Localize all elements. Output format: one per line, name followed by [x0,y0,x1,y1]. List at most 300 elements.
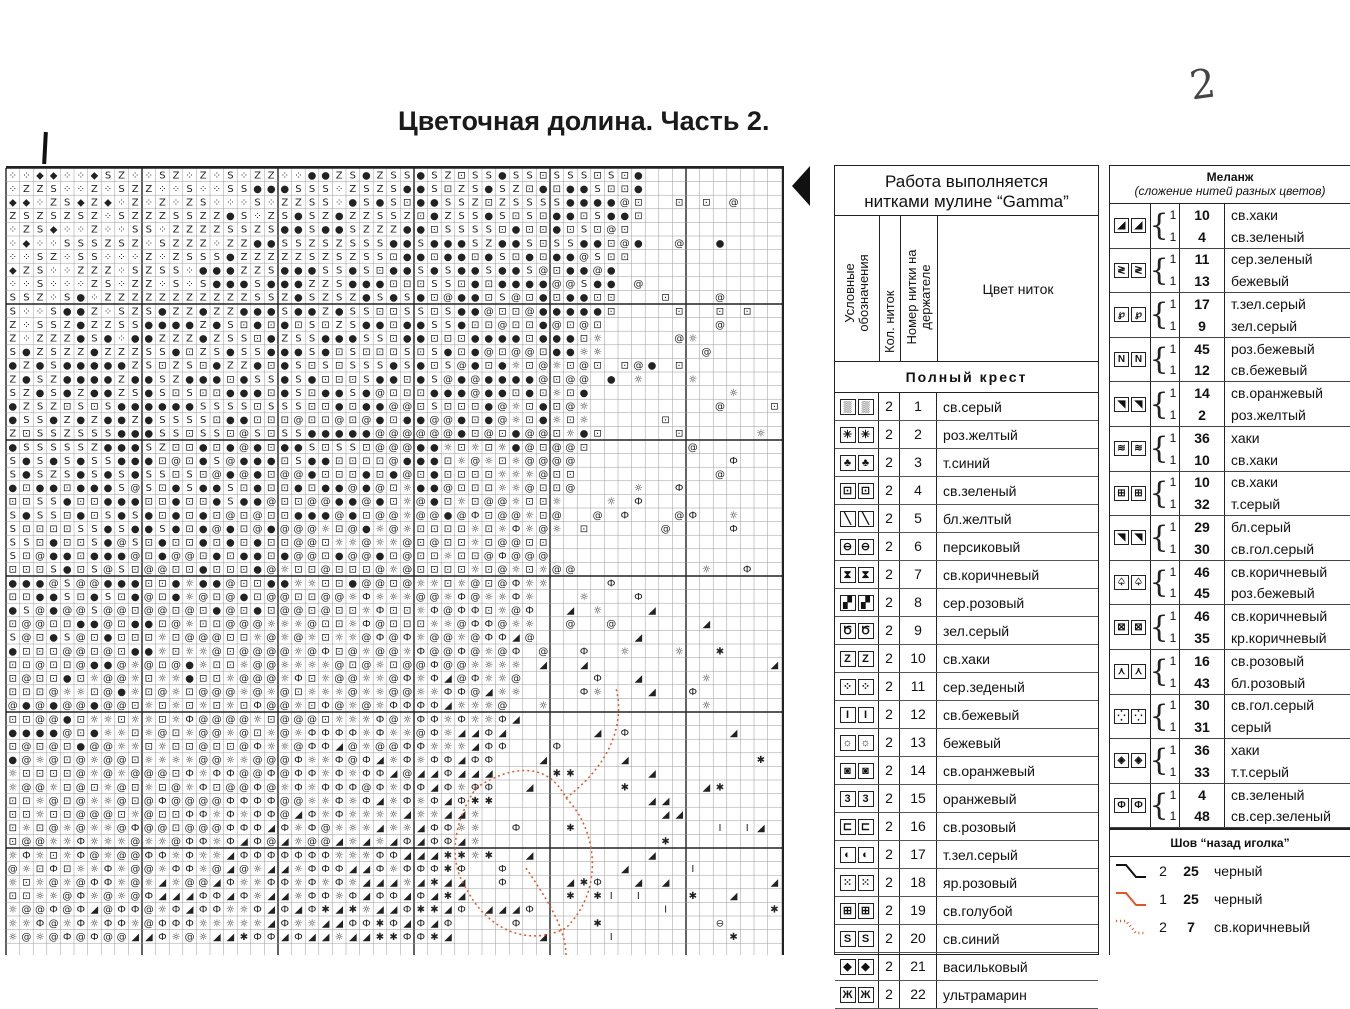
svg-text:⊡: ⊡ [607,183,616,195]
svg-text:Z: Z [158,197,166,209]
melange-counts [1167,293,1180,337]
svg-text:●: ● [321,483,330,495]
svg-text:☼: ☼ [389,564,399,576]
svg-text:@: @ [62,891,73,903]
svg-text:S: S [118,564,125,576]
melange-row [1110,739,1350,784]
svg-text:⊡: ⊡ [185,537,194,549]
melange-count: 1 [1169,698,1177,713]
svg-text:●: ● [266,455,276,467]
svg-text:Ф: Ф [334,782,344,794]
svg-text:⊡: ⊡ [770,401,779,413]
svg-text:☼: ☼ [470,836,480,848]
svg-text:Ф: Ф [430,727,439,739]
svg-text:Ф: Ф [511,646,521,658]
svg-text:●: ● [117,455,126,467]
svg-text:◆: ◆ [8,265,17,277]
legend-count: 2 [879,505,900,532]
svg-text:Z: Z [254,251,262,263]
svg-text:☼: ☼ [484,591,494,603]
svg-text:☼: ☼ [457,578,467,590]
svg-text:S: S [159,469,166,481]
svg-text:Ф: Ф [375,891,385,903]
svg-text:@: @ [157,727,168,739]
svg-text:●: ● [416,251,426,263]
svg-text:@: @ [402,768,413,780]
svg-text:S: S [50,387,57,399]
svg-text:@: @ [334,510,345,522]
svg-text:☼: ☼ [361,673,371,685]
svg-text:@: @ [347,673,358,685]
svg-text:◢: ◢ [267,863,276,875]
svg-text:◢: ◢ [280,891,289,903]
svg-text:⊡: ⊡ [90,496,99,508]
svg-text:S: S [159,170,166,182]
svg-text:◢: ◢ [648,687,656,699]
svg-text:●: ● [212,605,222,617]
svg-text:Ф: Ф [307,768,317,780]
melange-numbers [1180,472,1225,516]
svg-text:@: @ [116,673,127,685]
svg-text:S: S [376,292,384,304]
svg-text:Ф: Ф [90,931,99,943]
svg-text:@: @ [75,782,86,794]
svg-text:S: S [227,319,234,331]
backstitch-count: 2 [1159,863,1167,880]
svg-text:●: ● [579,238,589,250]
svg-text:Ф: Ф [158,918,167,930]
svg-text:☼: ☼ [307,795,317,807]
svg-text:⊡: ⊡ [76,537,85,549]
svg-text:S: S [417,265,424,277]
svg-text:●: ● [280,442,290,454]
svg-text:Z: Z [403,211,411,223]
svg-text:Ф: Ф [389,850,398,862]
legend-number: 3 [900,449,937,476]
svg-text:●: ● [470,347,480,359]
svg-text:S: S [295,360,302,372]
svg-text:Z: Z [36,292,44,304]
svg-text:@: @ [48,741,59,753]
svg-text:Z: Z [254,224,262,236]
legend-row [835,449,1098,477]
svg-text:Z: Z [158,333,166,345]
svg-text:⁘: ⁘ [239,170,249,182]
svg-text:S: S [567,170,574,182]
svg-text:S: S [50,428,57,440]
svg-text:Z: Z [240,292,248,304]
melange-counts [1167,472,1180,516]
svg-text:☼: ☼ [212,836,222,848]
svg-text:⊡: ⊡ [484,197,493,209]
svg-text:●: ● [198,578,208,590]
melange-count: 1 [1169,386,1177,401]
svg-text:S: S [363,374,370,386]
svg-text:⊡: ⊡ [457,523,466,535]
melange-row [1110,472,1350,517]
svg-text:☼: ☼ [49,891,59,903]
svg-text:✱: ✱ [484,795,493,807]
melange-names [1225,204,1350,248]
svg-text:@: @ [334,673,345,685]
svg-text:S: S [472,238,479,250]
svg-text:⊡: ⊡ [185,496,194,508]
svg-text:✱: ✱ [430,877,439,889]
svg-text:●: ● [49,727,58,739]
svg-text:⁘: ⁘ [171,183,181,195]
svg-text:●: ● [402,319,412,331]
svg-text:●: ● [294,265,303,277]
svg-text:@: @ [483,306,494,318]
svg-text:@: @ [157,564,168,576]
svg-text:☼: ☼ [416,687,426,699]
svg-text:Z: Z [90,211,98,223]
svg-text:@: @ [511,347,521,359]
svg-text:@: @ [497,319,508,331]
svg-text:☼: ☼ [8,904,18,916]
melange-color-name: т.серый [1231,496,1281,513]
svg-text:●: ● [498,374,507,386]
svg-text:●: ● [117,578,126,590]
svg-text:●: ● [498,279,507,291]
svg-text:⊡: ⊡ [171,605,181,617]
svg-text:S: S [308,183,316,195]
melange-color-name: св.розовый [1231,652,1305,669]
svg-text:☼: ☼ [525,510,535,522]
svg-text:S: S [580,170,588,182]
svg-text:Z: Z [349,292,357,304]
svg-text:◢: ◢ [444,809,452,821]
svg-text:S: S [349,238,356,250]
svg-text:☼: ☼ [348,795,358,807]
svg-text:@: @ [375,578,385,590]
svg-text:⊡: ⊡ [321,469,330,481]
svg-text:●: ● [198,455,208,467]
svg-text:⊡: ⊡ [335,374,344,386]
svg-text:●: ● [76,469,86,481]
svg-text:●: ● [334,483,344,495]
svg-text:●: ● [22,469,31,481]
svg-text:☼: ☼ [348,632,358,644]
svg-text:@: @ [293,632,304,644]
svg-text:●: ● [253,360,262,372]
svg-text:S: S [50,211,57,223]
svg-text:⊡: ⊡ [552,292,561,304]
svg-text:@: @ [415,727,426,739]
svg-text:S: S [213,251,220,263]
svg-text:⊡: ⊡ [552,401,561,413]
svg-text:S: S [132,537,139,549]
svg-text:S: S [104,428,112,440]
svg-text:Ф: Ф [321,646,330,658]
svg-text:✱: ✱ [416,904,425,916]
svg-text:S: S [159,265,166,277]
svg-text:⊡: ⊡ [144,551,153,563]
svg-text:S: S [553,238,560,250]
backstitch-count: 1 [1159,891,1167,908]
melange-names [1225,472,1350,516]
svg-text:Z: Z [471,197,479,209]
melange-row [1110,293,1350,338]
svg-text:●: ● [212,360,222,372]
svg-text:⊡: ⊡ [294,687,303,699]
svg-text:●: ● [117,496,126,508]
svg-text:Ф: Ф [266,877,276,889]
svg-text:●: ● [49,700,58,712]
svg-text:◢: ◢ [158,891,167,903]
melange-count: 1 [1169,475,1177,490]
svg-text:☼: ☼ [443,591,453,603]
svg-text:Ф: Ф [470,605,480,617]
svg-text:⊡: ⊡ [634,197,643,209]
svg-text:⊡: ⊡ [471,469,480,481]
legend-row [835,477,1098,505]
svg-text:@: @ [347,523,358,535]
legend-number: 21 [900,953,937,980]
svg-text:⁘: ⁘ [49,238,58,250]
svg-text:⊡: ⊡ [539,537,548,549]
svg-text:⁘: ⁘ [63,265,72,277]
svg-text:⊡: ⊡ [620,360,629,372]
svg-text:⊡: ⊡ [22,687,31,699]
svg-text:Ф: Ф [484,727,494,739]
svg-text:S: S [200,401,207,413]
svg-text:●: ● [90,727,99,739]
svg-text:⊡: ⊡ [430,333,439,345]
svg-text:☼: ☼ [185,755,195,767]
svg-text:◢: ◢ [240,836,248,848]
svg-text:●: ● [498,333,507,345]
svg-text:Ф: Ф [470,619,480,631]
svg-text:◢: ◢ [280,863,289,875]
svg-text:@: @ [674,510,685,522]
svg-text:●: ● [103,551,113,563]
legend-color-name: сер.зеденый [943,678,1025,695]
svg-text:Z: Z [50,374,58,386]
svg-text:☼: ☼ [198,863,208,875]
svg-text:S: S [132,387,139,399]
backstitch-number: 25 [1183,891,1199,908]
svg-text:⊡: ⊡ [185,564,194,576]
svg-text:⊡: ⊡ [144,741,153,753]
svg-text:S: S [145,483,152,495]
svg-text:Z: Z [36,183,44,195]
svg-text:@: @ [579,251,589,263]
svg-text:☼: ☼ [729,510,739,522]
svg-text:⊡: ⊡ [131,727,140,739]
melange-count: 1 [1169,229,1177,244]
melange-count: 1 [1169,586,1177,601]
svg-text:S: S [186,387,193,399]
svg-text:●: ● [362,483,371,495]
legend-row [835,673,1098,701]
svg-text:S: S [159,523,166,535]
svg-text:⊡: ⊡ [335,347,344,359]
svg-text:☼: ☼ [525,523,535,535]
svg-text:Ф: Ф [307,809,317,821]
melange-numbers [1180,338,1225,382]
svg-text:☼: ☼ [171,687,181,699]
svg-text:@: @ [443,605,453,617]
svg-text:Ф: Ф [117,918,126,930]
svg-text:@: @ [565,483,576,495]
svg-text:@: @ [551,564,562,576]
svg-text:☼: ☼ [729,387,739,399]
svg-text:⊡: ⊡ [362,564,371,576]
svg-text:⁘: ⁘ [76,183,85,195]
svg-text:☼: ☼ [212,850,222,862]
svg-text:☼: ☼ [307,918,317,930]
svg-text:@: @ [524,442,535,454]
svg-text:●: ● [158,319,167,331]
svg-text:●: ● [76,455,86,467]
svg-text:Ф: Ф [620,727,630,739]
svg-text:S: S [472,224,479,236]
svg-text:Z: Z [118,170,126,182]
svg-text:Ф: Ф [525,904,534,916]
svg-text:@: @ [497,415,508,427]
svg-text:@: @ [402,564,413,576]
svg-text:●: ● [362,428,371,440]
svg-text:☼: ☼ [416,632,426,644]
melange-number: 48 [1194,808,1210,825]
svg-text:⊡: ⊡ [389,319,398,331]
svg-text:S: S [91,523,98,535]
svg-text:@: @ [538,360,549,372]
svg-text:@: @ [75,931,86,943]
svg-text:Z: Z [186,224,194,236]
svg-text:●: ● [566,251,575,263]
svg-text:@: @ [116,795,127,807]
svg-text:⁘: ⁘ [185,279,194,291]
svg-text:●: ● [307,510,317,522]
svg-text:S: S [9,469,16,481]
svg-text:⊡: ⊡ [90,510,99,522]
svg-text:◢: ◢ [172,891,180,903]
svg-text:⊡: ⊡ [144,687,153,699]
melange-counts [1167,516,1180,560]
svg-text:@: @ [388,442,399,454]
svg-text:Ф: Ф [226,795,235,807]
svg-text:@: @ [279,605,290,617]
svg-text:Ф: Ф [253,850,262,862]
svg-text:◢: ◢ [294,904,303,916]
svg-text:●: ● [280,224,290,236]
svg-text:☼: ☼ [497,659,507,671]
svg-text:@: @ [239,863,249,875]
legend-symbol-icon: Ծ Ծ [835,617,879,644]
svg-text:S: S [580,224,588,236]
svg-text:◢: ◢ [362,877,371,889]
svg-text:S: S [91,564,98,576]
svg-text:S: S [118,469,125,481]
svg-text:☼: ☼ [185,727,195,739]
svg-text:●: ● [49,591,58,603]
svg-text:☼: ☼ [307,578,317,590]
svg-text:⊡: ⊡ [8,619,17,631]
svg-text:⊡: ⊡ [321,442,330,454]
svg-text:@: @ [103,768,113,780]
svg-text:@: @ [279,523,290,535]
svg-text:⁘: ⁘ [335,197,344,209]
svg-text:@: @ [75,823,86,835]
svg-text:●: ● [402,183,412,195]
svg-text:⊡: ⊡ [348,415,357,427]
svg-text:⊡: ⊡ [171,632,181,644]
svg-text:⊡: ⊡ [8,809,17,821]
svg-text:@: @ [728,197,739,209]
svg-text:@: @ [511,605,521,617]
svg-text:Ф: Ф [226,877,235,889]
svg-text:☼: ☼ [280,741,290,753]
svg-text:☼: ☼ [321,673,331,685]
legend-count: 2 [879,589,900,616]
svg-text:●: ● [103,523,113,535]
svg-text:☼: ☼ [389,755,399,767]
svg-text:◢: ◢ [539,755,548,767]
svg-text:⊡: ⊡ [348,455,357,467]
svg-text:⊡: ⊡ [280,537,289,549]
svg-text:I: I [609,891,613,903]
svg-text:◢: ◢ [416,768,425,780]
melange-numbers [1180,695,1225,739]
svg-text:⊡: ⊡ [267,469,276,481]
svg-text:⁘: ⁘ [171,197,181,209]
svg-text:⊡: ⊡ [634,211,643,223]
svg-text:●: ● [375,197,385,209]
svg-text:◢: ◢ [525,850,534,862]
svg-text:Z: Z [240,360,248,372]
svg-text:●: ● [511,374,521,386]
svg-text:⊡: ⊡ [307,387,317,399]
svg-text:S: S [349,360,356,372]
svg-text:☼: ☼ [225,755,235,767]
svg-text:@: @ [279,755,290,767]
svg-text:⊡: ⊡ [171,537,181,549]
melange-counts [1167,338,1180,382]
svg-text:●: ● [634,170,643,182]
svg-text:⊡: ⊡ [389,347,398,359]
svg-text:@: @ [157,768,168,780]
svg-text:@: @ [48,931,59,943]
svg-text:⊡: ⊡ [484,469,493,481]
legend-symbol-icon: Z Z [835,645,879,672]
svg-text:☼: ☼ [225,918,235,930]
svg-text:☼: ☼ [497,673,507,685]
svg-text:●: ● [158,306,167,318]
svg-text:⊡: ⊡ [158,659,167,671]
svg-text:●: ● [62,306,72,318]
svg-text:S: S [254,292,261,304]
melange-names [1225,338,1350,382]
svg-text:Z: Z [349,211,357,223]
svg-text:●: ● [103,415,113,427]
melange-count: 1 [1169,252,1177,267]
svg-text:@: @ [429,428,440,440]
legend-count: 2 [879,561,900,588]
svg-text:⊡: ⊡ [144,537,153,549]
svg-text:☼: ☼ [457,496,467,508]
svg-text:Ф: Ф [511,823,521,835]
svg-text:S: S [268,265,275,277]
svg-text:@: @ [388,687,399,699]
svg-text:●: ● [62,387,72,399]
backstitch-color-name: св.коричневый [1214,919,1311,936]
melange-counts [1167,204,1180,248]
svg-text:☼: ☼ [361,809,371,821]
svg-text:S: S [23,605,30,617]
svg-text:S: S [186,469,193,481]
